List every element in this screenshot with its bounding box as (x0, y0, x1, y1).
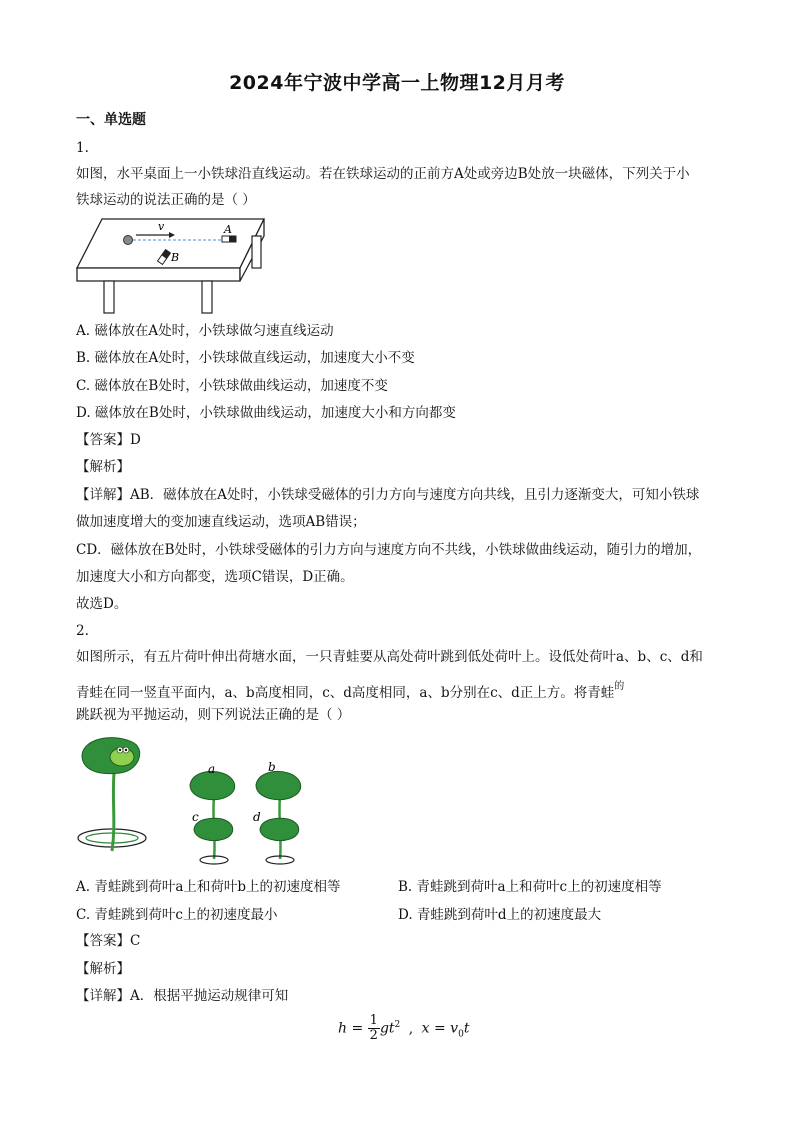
q2-option-c: C. 青蛙跳到荷叶c上的初速度最小 (76, 907, 278, 923)
q1-detail-line2: 做加速度增大的变加速直线运动，选项AB错误； (76, 514, 366, 530)
q1-conclusion: 故选D。 (76, 596, 128, 612)
q1-option-b: B. 磁体放在A处时，小铁球做直线运动，加速度大小不变 (76, 350, 415, 366)
detail-tag: 【详解】 (76, 487, 130, 503)
q2-analysis-tag: 【解析】 (76, 961, 130, 977)
leaf-label-d: d (253, 810, 261, 824)
label-A: A (224, 223, 232, 236)
q2-stem-line1: 如图所示，有五片荷叶伸出荷塘水面，一只青蛙要从高处荷叶跳到低处荷叶上。设低处荷叶a、b、c、d和 (76, 649, 703, 665)
answer-value: C (130, 933, 141, 949)
q1-number: 1. (76, 140, 89, 156)
q1-detail-line4: 加速度大小和方向都变，选项C错误，D正确。 (76, 569, 354, 585)
table-figure (74, 216, 270, 316)
answer-tag: 【答案】 (76, 432, 130, 448)
q2-number: 2. (76, 623, 89, 639)
q2-option-a: A. 青蛙跳到荷叶a上和荷叶b上的初速度相等 (76, 879, 341, 895)
q1-detail-line1: 【详解】AB．磁体放在A处时，小铁球受磁体的引力方向与速度方向共线，且引力逐渐变大，可知小铁球 (76, 487, 700, 503)
leaf-label-b: b (268, 760, 276, 774)
q1-option-a: A. 磁体放在A处时，小铁球做匀速直线运动 (76, 323, 334, 339)
q1-analysis-tag: 【解析】 (76, 459, 130, 475)
q1-option-d: D. 磁体放在B处时，小铁球做曲线运动，加速度大小和方向都变 (76, 405, 456, 421)
iron-ball (124, 236, 133, 245)
q1-answer (76, 431, 141, 449)
q1-stem-line2: 铁球运动的说法正确的是（ ） (76, 192, 256, 208)
label-B: B (171, 251, 180, 264)
leaf-label-c: c (192, 810, 199, 824)
answer-tag: 【答案】 (76, 933, 130, 949)
fraction: $\frac{1}{2}$ (369, 1013, 378, 1043)
lotus-figure (76, 733, 308, 867)
q2-option-d: D. 青蛙跳到荷叶d上的初速度最大 (398, 907, 602, 923)
q1-detail-line3: CD．磁体放在B处时，小铁球受磁体的引力方向与速度方向不共线，小铁球做曲线运动，随引力的增加， (76, 542, 702, 558)
q2-stem-line2: 青蛙在同一竖直平面内，a、b高度相同，c、d高度相同，a、b分别在c、d正上方。将青蛙$^的$ (76, 681, 625, 701)
q2-stem-line3: 跳跃视为平抛运动，则下列说法正确的是（ ） (76, 707, 351, 723)
velocity-label: v (158, 220, 165, 233)
q2-detail-line1: 【详解】A．根据平抛运动规律可知 (76, 988, 289, 1004)
document-title: 2024年宁波中学高一上物理12月月考 (229, 72, 565, 94)
q2-answer (76, 932, 140, 950)
detail-tag: 【详解】 (76, 988, 130, 1004)
q1-option-c: C. 磁体放在B处时，小铁球做曲线运动，加速度不变 (76, 378, 388, 394)
q2-option-b: B. 青蛙跳到荷叶a上和荷叶c上的初速度相等 (398, 879, 662, 895)
q1-stem-line1: 如图，水平桌面上一小铁球沿直线运动。若在铁球运动的正前方A处或旁边B处放一块磁体，下列关于小 (76, 166, 690, 182)
answer-value: D (130, 432, 141, 448)
leaf-label-a: a (208, 762, 216, 776)
section-title: 一、单选题 (76, 112, 146, 128)
formula: h = $\frac{1}{2}$ $gt^2$ , $x = v_0t$ (338, 1013, 470, 1043)
